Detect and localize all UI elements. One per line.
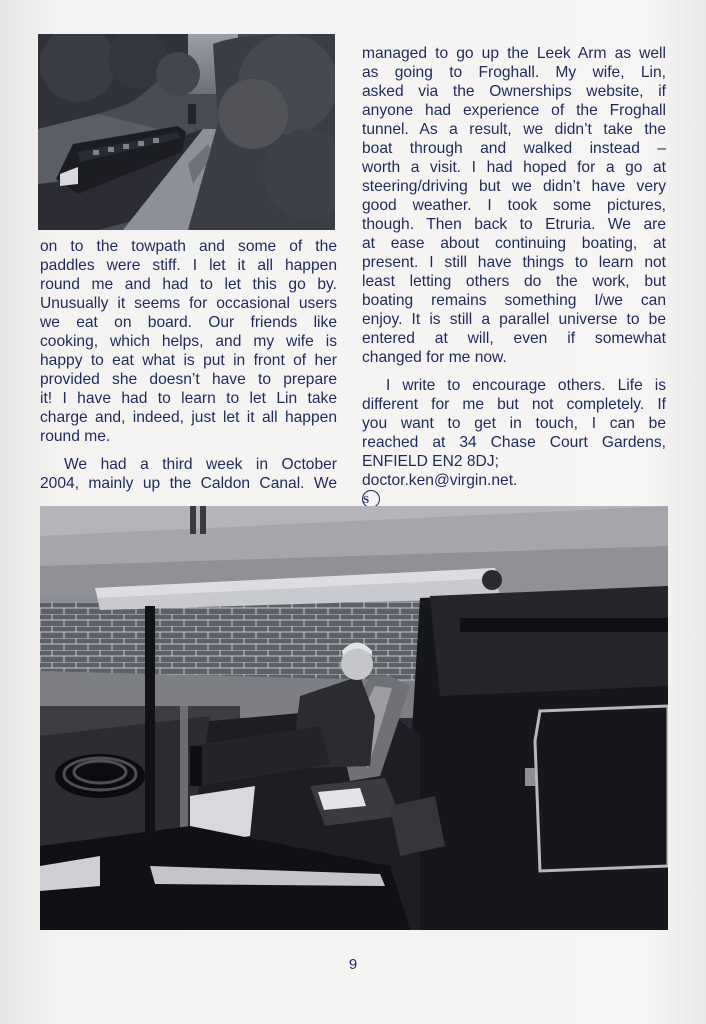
- right-paragraph-1: [362, 44, 666, 367]
- text-line: at ease about continuing boating, at: [362, 235, 666, 252]
- contact-email-line: [362, 471, 666, 508]
- right-text-column: [362, 44, 666, 508]
- text-line: boating remains something I/we can: [362, 292, 666, 309]
- text-line: on to the towpath and some of the: [40, 238, 337, 255]
- text-line: enjoy. It is still a parallel universe to be: [362, 311, 666, 328]
- left-paragraph-2: [40, 455, 337, 493]
- text-line: least letting others do the work, but: [362, 273, 666, 290]
- text-line: you want to get in touch, I can be: [362, 415, 666, 432]
- text-line: asked via the Ownerships website, if: [362, 83, 666, 100]
- text-line: steering/driving but we didn’t have very: [362, 178, 666, 195]
- text-line: changed for me now.: [362, 349, 507, 366]
- text-line: tunnel. As a result, we didn’t take the: [362, 121, 666, 138]
- text-line: I write to encourage others. Life is: [386, 377, 666, 394]
- text-line: charge and, indeed, just let it all happen: [40, 409, 337, 426]
- text-line: 2004, mainly up the Caldon Canal. We: [40, 475, 337, 492]
- text-line: managed to go up the Leek Arm as well: [362, 45, 666, 62]
- text-line: We had a third week in October: [64, 456, 337, 473]
- text-line: good weather. I took some pictures,: [362, 197, 666, 214]
- text-line: happy to eat what is put in front of her: [40, 352, 337, 369]
- text-line: round me and had to let this go by.: [40, 276, 337, 293]
- email-address: doctor.ken@virgin.net.: [362, 472, 518, 489]
- text-line: present. I still have things to learn not: [362, 254, 666, 271]
- text-line: anyone had experience of the Froghall: [362, 102, 666, 119]
- text-line: Unusually it seems for occasional users: [40, 295, 337, 312]
- text-line: entered at will, even if somewhat: [362, 330, 666, 347]
- text-line: different for me but not completely. If: [362, 396, 666, 413]
- left-paragraph-1: [40, 237, 337, 446]
- text-line: reached at 34 Chase Court Gardens,: [362, 434, 666, 451]
- text-line: ENFIELD EN2 8DJ;: [362, 453, 499, 470]
- narrowboat-towpath-photo: [38, 34, 335, 230]
- left-text-column: [40, 237, 337, 493]
- text-line: provided she doesn’t have to prepare: [40, 371, 337, 388]
- text-line: boat through and walked instead –: [362, 140, 666, 157]
- text-line: it! I have had to learn to let Lin take: [40, 390, 337, 407]
- text-line: we eat on board. Our friends like: [40, 314, 337, 331]
- right-paragraph-2: [362, 376, 666, 508]
- text-line: worth a visit. I had hoped for a go at: [362, 159, 666, 176]
- page-number: 9: [348, 956, 358, 973]
- text-line: though. Then back to Etruria. We are: [362, 216, 666, 233]
- text-line: as going to Froghall. My wife, Lin,: [362, 64, 666, 81]
- text-line: round me.: [40, 428, 111, 445]
- text-line: paddles were stiff. I let it all happen: [40, 257, 337, 274]
- society-s-logo-icon: S: [362, 490, 380, 508]
- man-in-boat-cockpit-photo: [40, 506, 668, 930]
- text-line: cooking, which helps, and my wife is: [40, 333, 337, 350]
